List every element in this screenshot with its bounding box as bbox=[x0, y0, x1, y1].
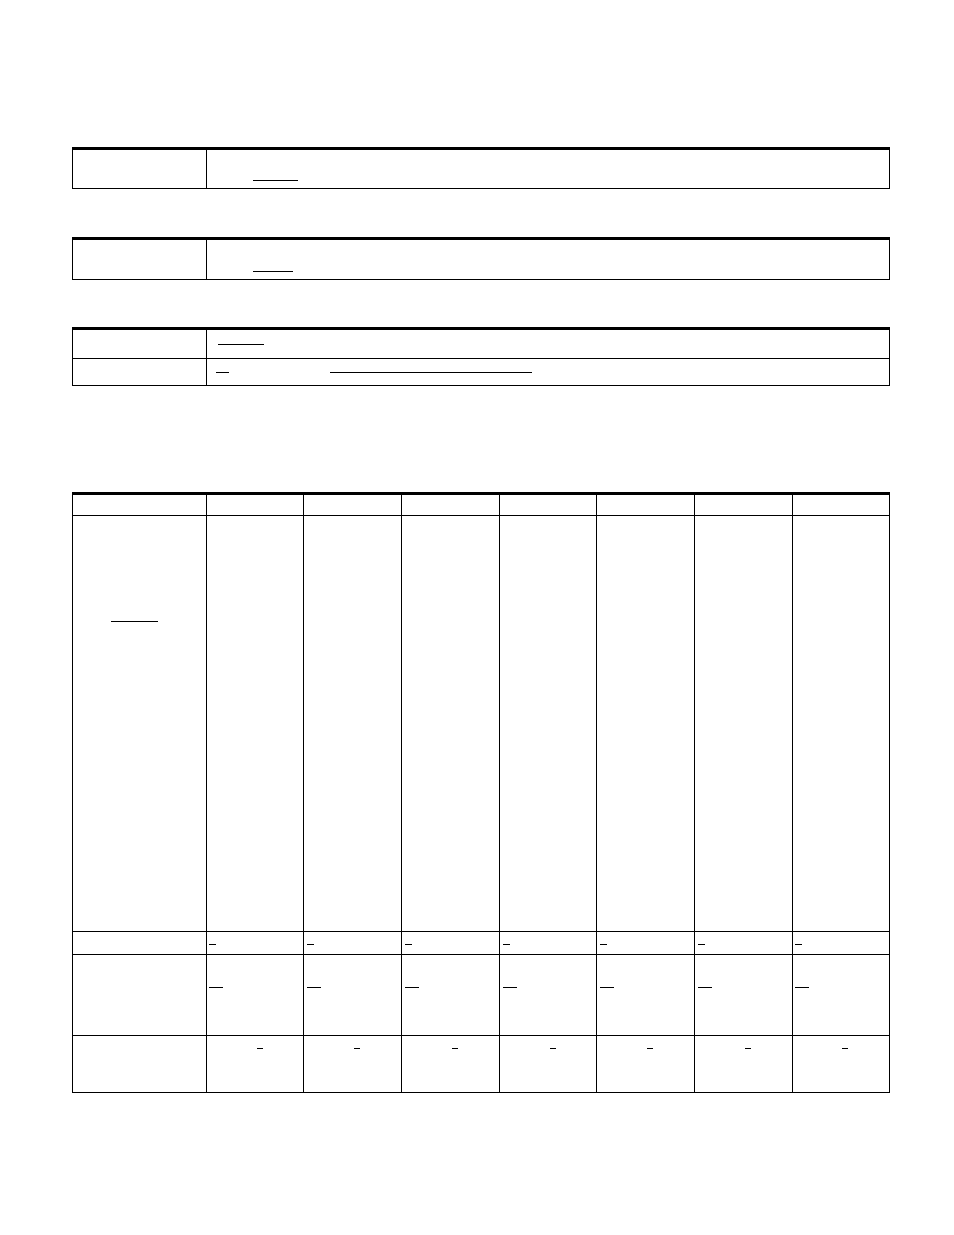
cell-mark bbox=[405, 987, 419, 988]
field-value bbox=[207, 359, 889, 386]
field-value bbox=[207, 240, 889, 279]
row-divider bbox=[73, 954, 889, 955]
cell-mark bbox=[257, 1048, 263, 1049]
row-divider bbox=[73, 931, 889, 932]
cell-mark bbox=[209, 987, 223, 988]
field-table-3 bbox=[72, 327, 890, 386]
cell-mark bbox=[698, 944, 705, 945]
cell-mark bbox=[503, 944, 510, 945]
field-underline bbox=[330, 372, 532, 373]
field-row bbox=[73, 358, 889, 386]
field-underline bbox=[253, 180, 298, 181]
column-divider bbox=[499, 495, 500, 1092]
field-value bbox=[207, 150, 889, 188]
field-table-2 bbox=[72, 237, 890, 280]
column-divider bbox=[303, 495, 304, 1092]
row-divider bbox=[73, 515, 889, 516]
cell-mark bbox=[600, 987, 614, 988]
row-label-underline bbox=[111, 621, 158, 622]
data-grid bbox=[72, 492, 890, 1093]
cell-mark bbox=[307, 987, 321, 988]
field-row bbox=[73, 330, 889, 358]
field-label bbox=[73, 359, 207, 386]
column-divider bbox=[401, 495, 402, 1092]
cell-mark bbox=[550, 1048, 556, 1049]
field-label bbox=[73, 330, 207, 358]
cell-mark bbox=[842, 1048, 848, 1049]
column-divider bbox=[206, 495, 207, 1092]
cell-mark bbox=[452, 1048, 458, 1049]
field-underline bbox=[216, 372, 229, 373]
field-underline bbox=[218, 344, 264, 345]
field-label bbox=[73, 240, 207, 279]
field-row bbox=[73, 150, 889, 188]
cell-mark bbox=[209, 944, 216, 945]
cell-mark bbox=[795, 987, 809, 988]
field-underline bbox=[253, 271, 293, 272]
row-divider bbox=[73, 1035, 889, 1036]
field-row bbox=[73, 240, 889, 279]
column-divider bbox=[694, 495, 695, 1092]
field-table-1 bbox=[72, 147, 890, 189]
cell-mark bbox=[307, 944, 314, 945]
column-divider bbox=[596, 495, 597, 1092]
cell-mark bbox=[795, 944, 802, 945]
cell-mark bbox=[600, 944, 607, 945]
cell-mark bbox=[354, 1048, 360, 1049]
field-label bbox=[73, 150, 207, 188]
field-value bbox=[207, 330, 889, 358]
column-divider bbox=[792, 495, 793, 1092]
cell-mark bbox=[647, 1048, 653, 1049]
cell-mark bbox=[503, 987, 517, 988]
cell-mark bbox=[405, 944, 412, 945]
cell-mark bbox=[745, 1048, 751, 1049]
cell-mark bbox=[698, 987, 712, 988]
